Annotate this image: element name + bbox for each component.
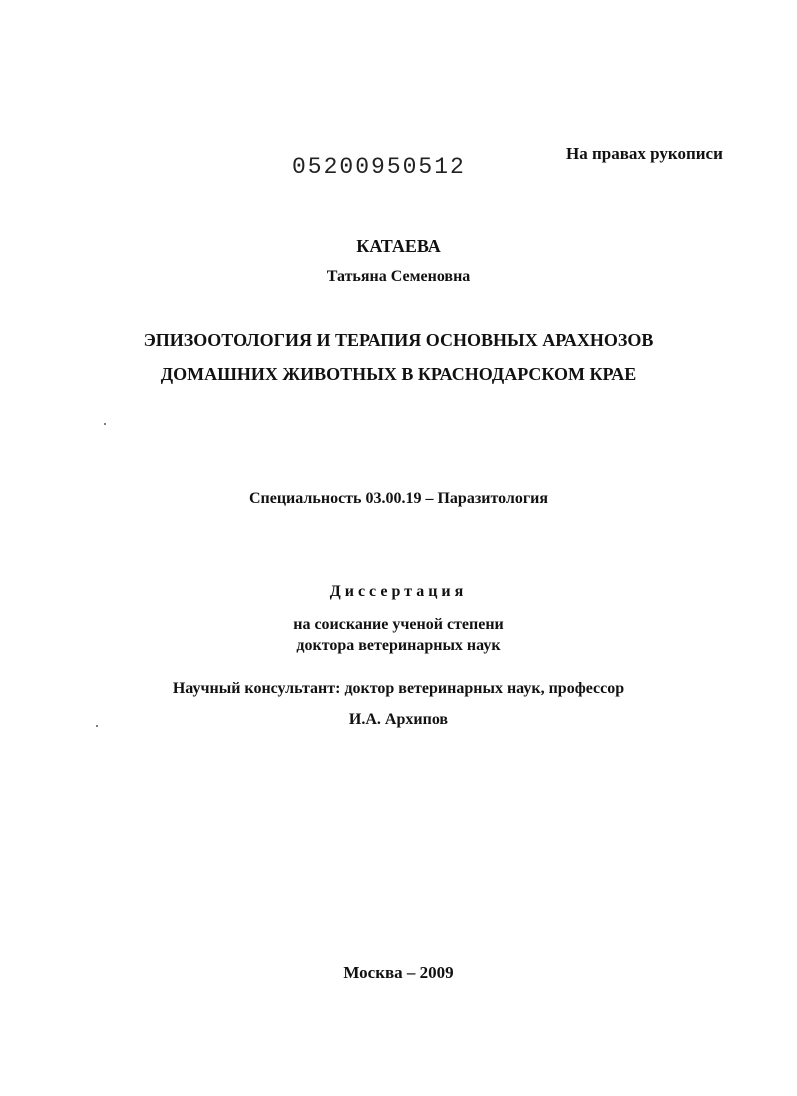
scientific-consultant: Научный консультант: доктор ветеринарных наук, профессор <box>172 680 625 697</box>
thesis-title-line-1: ЭПИЗООТОЛОГИЯ И ТЕРАПИЯ ОСНОВНЫХ АРАХНОЗОВ <box>143 330 654 350</box>
degree-purpose-line-2: доктора ветеринарных наук <box>296 637 501 654</box>
specialty: Специальность 03.00.19 – Паразитология <box>248 490 549 507</box>
rights-note: На правах рукописи <box>566 144 723 163</box>
registration-number: 05200950512 <box>292 154 466 180</box>
thesis-title-line-2: ДОМАШНИХ ЖИВОТНЫХ В КРАСНОДАРСКОМ КРАЕ <box>160 364 637 384</box>
place-and-year: Москва – 2009 <box>343 963 454 982</box>
scan-speck <box>96 725 98 727</box>
scan-speck <box>104 423 106 425</box>
author-surname: КАТАЕВА <box>356 236 441 256</box>
consultant-name: И.А. Архипов <box>348 711 449 728</box>
dissertation-label: Диссертация <box>329 583 468 600</box>
degree-purpose-line-1: на соискание ученой степени <box>293 616 504 633</box>
author-first-names: Татьяна Семеновна <box>326 268 471 285</box>
